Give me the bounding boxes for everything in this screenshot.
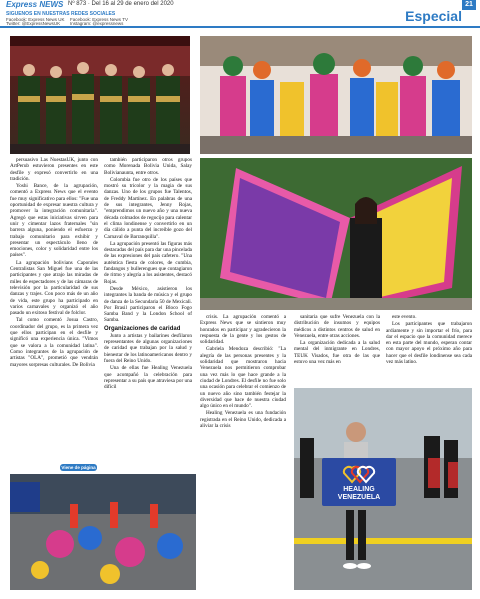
photo-butterfly-costume (200, 158, 472, 310)
article-column-2 (104, 157, 192, 472)
subheading: Organizaciones de caridad (104, 325, 181, 332)
article-paragraph: Yoshi Bance, de la agrupación, comentó a Express News que el evento fue muy significativo para ellos: "Fue una oportunidad de expresar nuestra cultura y promover la integración comunitaria". Agregó que estas iniciativas sirven para unir y cimentar lazos fraternales "sin barrera alguna, poniendo el esfuerzo y trabajo comunitario para exhibir y presentar un espectáculo lleno de emociones, color y solidaridad entre los países". (10, 183, 98, 259)
social-link[interactable]: Twitter: @ExpressNewsUK (6, 21, 61, 26)
article-paragraph: también participaron otros grupos como Morenada Bolivia Unida, Salay Bolivianaunta, entre otros. (104, 157, 192, 176)
article-paragraph: Junto a artistas y bailarines desfilaron representantes de algunas organizaciones de caridad que trabajan por la salud y bienestar de los latinoamericanos dentro y fuera del Reino Unido. (104, 332, 192, 364)
continued-from-badge: Viene de página (61, 465, 96, 470)
photo-costume-group (200, 36, 472, 154)
social-link[interactable]: Facebook: Express News TV (70, 17, 128, 22)
article-column-3 (200, 314, 286, 474)
article-paragraph: Una de ellas fue Healing Venezuela que acompañó la celebración para representar a su país que atraviesa por una difícil (104, 365, 192, 391)
brand-logo: Express NEWS (6, 0, 64, 9)
article-paragraph: Colombia fue otro de los países que mostró su tricolor y la magia de sus danzas. Uno de los grupos fue Talentos, de Freddy Martínez. En palabras de una de sus integrantes, Jenny Rojas, "emprendimos un nuevo año y una nueva década colmados de regocijo para calentar el clima londinense y convertirlo en un día cálido a punta del increíble gozo del Carnaval de Barranquilla". (104, 176, 192, 240)
issue-info: Nº 873 · Del 16 al 29 de enero del 2020 (68, 1, 174, 7)
article-paragraph: persuasivo Las NuestasUK, junto con ArtPerub estuvieron presentes en este desfile y expresó convertirlo en una tradición. (10, 157, 98, 182)
sign-text: HEALING VENEZUELA (337, 486, 381, 501)
social-link[interactable]: Facebook: Express News UK (6, 17, 65, 22)
article-paragraph: La agrupación presentó las figuras más destacadas del país para dar una pincelada de las expresiones del país cafetero. "Una auténtica fiesta de colores, de cumbia, fandangos y bullerengues que contagiaron de ritmo y alegría a los asistentes, destacó Rojas. (104, 240, 192, 285)
article-paragraph: este evento. (392, 314, 417, 320)
article-column-1 (10, 157, 98, 462)
article-column-5 (386, 314, 472, 384)
article-paragraph: Los participantes que trabajaron ardiamente y sin importar el frío, para dar el espacio que la comunidad merece en esta parte del mundo, esperan contar con mayor apoyo el próximo año para hacer que el desfile londinense sea cada vez más latino. (386, 321, 472, 366)
article-paragraph: crisis. La agrupación comentó a Express News que se sintieron muy honrados en participar y agradecieron la respuesta de la gente y los gestos de solidaridad. (200, 314, 286, 346)
healing-venezuela-sign (322, 458, 396, 506)
article-paragraph: sanitaria que sufre Venezuela con la distribución de insumos y equipos médicos a distintos centros de salud en Venezuela, entre otras acciones. (294, 314, 380, 339)
article-paragraph: Tal como comentó Josua Castro, coordinador del grupo, es la primera vez que ellos participan en el desfile y significó una experiencia única. "Vimos que se valora a la comunidad latina". Como integrantes de la agrupación de artistas "OLA", prometió que vendrán mayores sorpresas culturales. De Bolivia (10, 317, 98, 368)
page-number: 21 (462, 0, 476, 10)
photo-parade-street (10, 474, 196, 590)
photo-dancers (10, 36, 190, 154)
article-paragraph: Desde México, asistieron los integrantes la banda de música y el grupo de danza de la Secundaria 50 de Mexicali. Por Brasil participaron el Bloco Fogo Samba Band y la London School of Samba. (104, 285, 192, 324)
heart-icon (342, 464, 376, 484)
social-link[interactable]: Instagram: @expressnews (70, 21, 124, 26)
article-paragraph: Healing Venezuela es una fundación registrada en el Reino Unido, dedicada a aliviar la crisis (200, 410, 286, 430)
article-paragraph: La agrupación bolivians Caporales Centralistas San Miguel fue una de las participantes y que atrajo las miradas de miles de espectadores y de las cámaras de televisión por la particularidad de sus danzas y trajes. Con poco más de un año de vida, este grupo ha participado en varios carnavales y organizó el año pasado un exitoso festival de folclor. (10, 259, 98, 317)
page-header (0, 0, 480, 28)
social-follow-label: SIGUENOS EN NUESTRAS REDES SOCIALES (6, 11, 116, 17)
article-column-4 (294, 314, 380, 384)
article-paragraph: Gabriela Mendoza describió: "La alegría de las personas presentes y la solidaridad que mostraron hacia Venezuela nos permitieron comprobar una vez más lo que hace grande a la ciudad de Londres. El desfile no fue solo una ocasión para celebrar el comienzo de un nuevo año sino también festejar la diversidad que hace de nuestra ciudad algo único en el mundo". (200, 346, 286, 410)
article-paragraph: La organización dedicada a la salud mental del inmigrante en Londres, TEUK Visados, fue otra de las que estuvo una vez más en (294, 340, 380, 366)
section-title: Especial (405, 8, 462, 24)
